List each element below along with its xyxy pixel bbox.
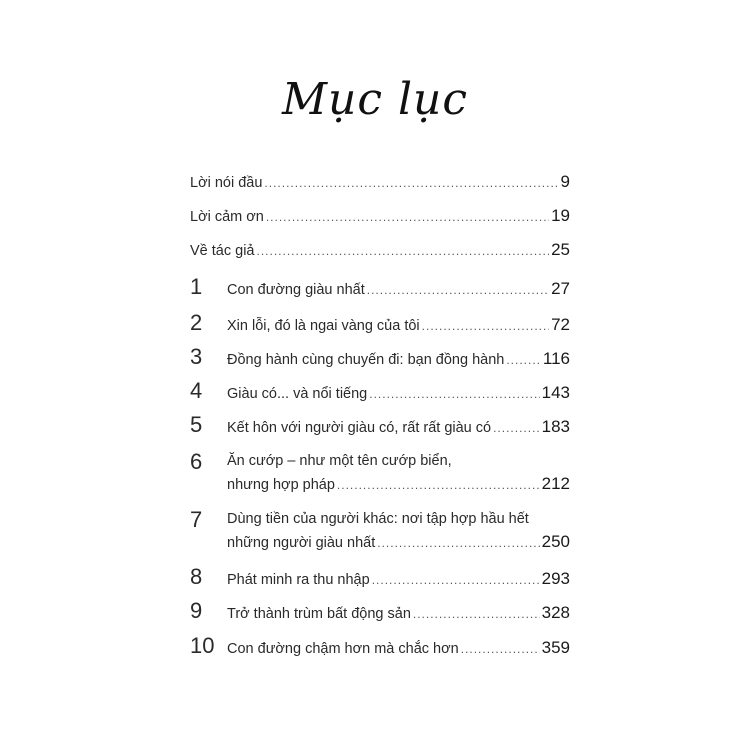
toc-entry-page: 27 — [551, 279, 570, 298]
toc-entry-label: Về tác giả — [190, 243, 255, 259]
chapter-number: 6 — [190, 449, 203, 474]
toc-entry-label: Con đường giàu nhất — [227, 282, 365, 298]
toc-chapter — [190, 634, 570, 658]
toc-entry-label: Xin lỗi, đó là ngai vàng của tôi — [227, 318, 420, 334]
toc-entry-page: 9 — [560, 172, 570, 191]
dot-leader — [493, 421, 540, 435]
dot-leader — [337, 478, 540, 492]
toc-entry-label: Lời nói đầu — [190, 175, 263, 191]
toc-entry-label: những người giàu nhất — [227, 535, 376, 551]
dot-leader — [413, 607, 540, 621]
toc-entry — [190, 172, 570, 196]
dot-leader — [422, 319, 549, 333]
toc-entry-label: Lời cảm ơn — [190, 209, 264, 225]
toc-entry-page: 212 — [541, 474, 570, 493]
chapter-number: 2 — [190, 310, 203, 335]
toc-entry-label: Trở thành trùm bất động sản — [227, 606, 411, 622]
toc-entry-label-line1: Ăn cướp – như một tên cướp biển, — [227, 453, 452, 469]
toc-entry-label: nhưng hợp pháp — [227, 477, 335, 493]
chapter-number: 3 — [190, 344, 203, 369]
chapter-number: 9 — [190, 598, 203, 623]
chapter-number: 10 — [190, 633, 215, 658]
toc-entry-page: 25 — [551, 240, 570, 259]
chapter-number: 4 — [190, 378, 203, 403]
toc-entry — [190, 240, 570, 264]
dot-leader — [377, 536, 539, 550]
dot-leader — [369, 387, 539, 401]
dot-leader — [506, 353, 541, 367]
chapter-number: 1 — [190, 274, 203, 299]
toc-chapter — [190, 565, 570, 589]
dot-leader — [461, 642, 540, 656]
toc-chapter — [190, 599, 570, 623]
toc-entry-page: 19 — [551, 206, 570, 225]
chapter-number: 8 — [190, 564, 203, 589]
toc-entry-page: 116 — [542, 349, 570, 368]
toc-entry-label: Giàu có... và nổi tiếng — [227, 386, 368, 402]
toc-chapter — [190, 532, 570, 556]
toc-chapter — [190, 311, 570, 335]
dot-leader — [372, 573, 540, 587]
dot-leader — [266, 210, 549, 224]
chapter-number: 5 — [190, 412, 203, 437]
toc-entry-label: Kết hôn với người giàu có, rất rất giàu có — [227, 420, 492, 436]
toc-chapter — [190, 413, 570, 437]
toc-entry-page: 143 — [541, 383, 570, 402]
toc-entry — [190, 206, 570, 230]
toc-chapter — [190, 474, 570, 498]
dot-leader — [367, 283, 549, 297]
toc-entry-page: 359 — [541, 638, 570, 657]
toc-entry-label: Phát minh ra thu nhập — [227, 572, 370, 588]
toc-chapter — [190, 275, 570, 299]
chapter-number: 7 — [190, 507, 203, 532]
toc-entry-label: Đồng hành cùng chuyến đi: bạn đồng hành — [227, 352, 505, 368]
toc-entry-page: 72 — [551, 315, 570, 334]
toc-entry-page: 328 — [541, 603, 570, 622]
toc-chapter — [190, 345, 570, 369]
toc-entry-page: 250 — [541, 532, 570, 551]
page-title: Mục lục — [281, 74, 469, 125]
toc-entry-page: 293 — [541, 569, 570, 588]
toc-entry-label: Con đường chậm hơn mà chắc hơn — [227, 641, 459, 657]
toc-chapter — [190, 379, 570, 403]
dot-leader — [264, 176, 558, 190]
toc-entry-label-line1: Dùng tiền của người khác: nơi tập hợp hầu hết — [227, 511, 529, 527]
dot-leader — [257, 244, 550, 258]
toc-entry-page: 183 — [541, 417, 570, 436]
